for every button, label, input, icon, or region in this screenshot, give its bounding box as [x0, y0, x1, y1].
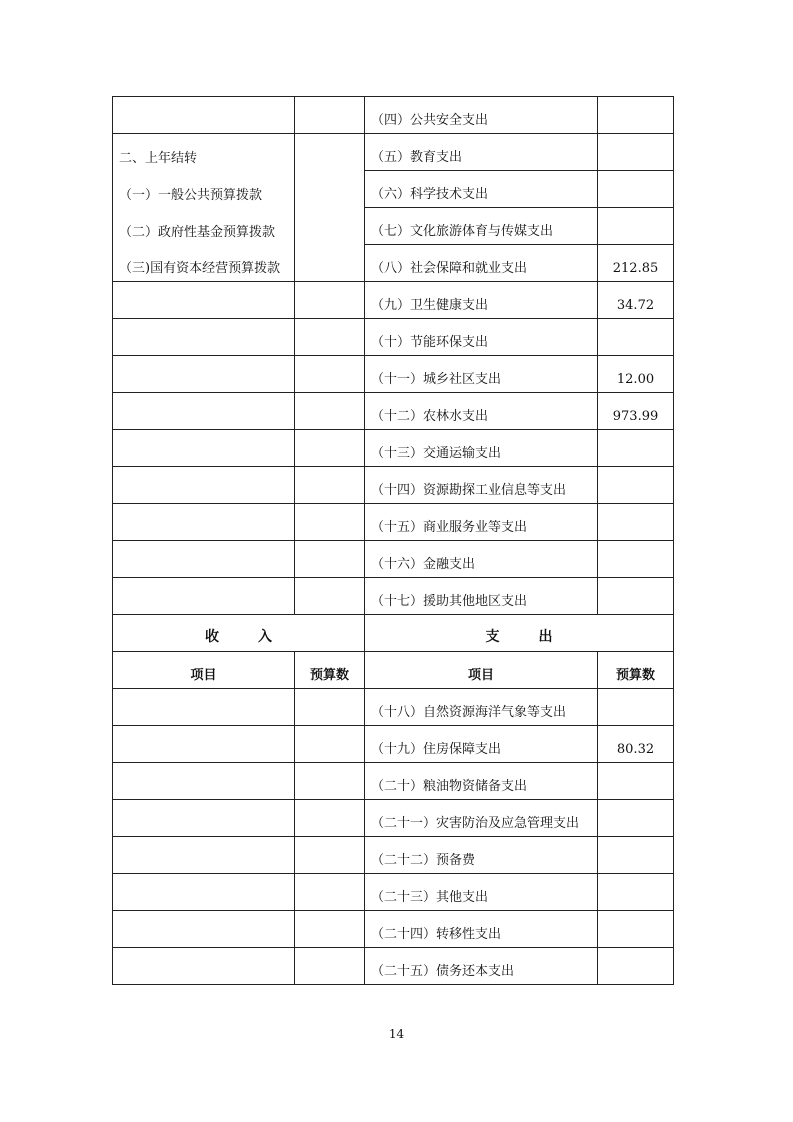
expense-item-cell: （二十一）灾害防治及应急管理支出	[365, 800, 598, 837]
table-row	[113, 948, 674, 985]
income-amount-cell	[295, 134, 365, 171]
budget-table	[112, 96, 674, 985]
income-amount-cell	[295, 245, 365, 282]
table-row	[113, 541, 674, 578]
expense-item-header: 项目	[365, 652, 598, 689]
expense-item-cell: （十四）资源勘探工业信息等支出	[365, 467, 598, 504]
expense-item-cell: （十三）交通运输支出	[365, 430, 598, 467]
income-item-cell: （一）一般公共预算拨款	[113, 171, 295, 208]
income-amount-cell	[295, 726, 365, 763]
table-row	[113, 245, 674, 282]
expense-item-cell: （六）科学技术支出	[365, 171, 598, 208]
table-headers	[113, 615, 674, 689]
table-row	[113, 208, 674, 245]
income-item-cell: （三)国有资本经营预算拨款	[113, 245, 295, 282]
expense-item-cell: （七）文化旅游体育与传媒支出	[365, 208, 598, 245]
section-header-row	[113, 615, 674, 652]
income-item-cell	[113, 504, 295, 541]
expense-amount-cell	[598, 948, 674, 985]
income-amount-cell	[295, 430, 365, 467]
income-amount-cell	[295, 504, 365, 541]
expense-amount-cell	[598, 689, 674, 726]
expense-section-header: 支 出	[365, 615, 674, 652]
table-row	[113, 504, 674, 541]
expense-amount-cell	[598, 319, 674, 356]
income-amount-cell	[295, 356, 365, 393]
income-item-cell	[113, 393, 295, 430]
expense-amount-cell	[598, 97, 674, 134]
expense-amount-cell: 12.00	[598, 356, 674, 393]
income-amount-cell	[295, 541, 365, 578]
income-section-header: 收 入	[113, 615, 365, 652]
expense-amount-cell	[598, 578, 674, 615]
income-amount-header: 预算数	[295, 652, 365, 689]
income-amount-cell	[295, 763, 365, 800]
income-item-cell	[113, 541, 295, 578]
expense-amount-cell: 973.99	[598, 393, 674, 430]
expense-item-cell: （十六）金融支出	[365, 541, 598, 578]
income-item-cell: 二、上年结转	[113, 134, 295, 171]
column-header-row	[113, 652, 674, 689]
lower-table-body	[113, 689, 674, 985]
expense-amount-cell	[598, 541, 674, 578]
expense-item-cell: （十五）商业服务业等支出	[365, 504, 598, 541]
expense-amount-cell	[598, 134, 674, 171]
expense-item-cell: （二十二）预备费	[365, 837, 598, 874]
table-row	[113, 134, 674, 171]
income-amount-cell	[295, 948, 365, 985]
income-amount-cell	[295, 171, 365, 208]
income-amount-cell	[295, 319, 365, 356]
table-row	[113, 726, 674, 763]
expense-item-cell: （十八）自然资源海洋气象等支出	[365, 689, 598, 726]
table-row	[113, 97, 674, 134]
expense-item-cell: （十）节能环保支出	[365, 319, 598, 356]
income-item-cell	[113, 911, 295, 948]
upper-table-body	[113, 97, 674, 615]
income-amount-cell	[295, 911, 365, 948]
income-amount-cell	[295, 393, 365, 430]
expense-amount-header: 预算数	[598, 652, 674, 689]
expense-item-cell: （二十三）其他支出	[365, 874, 598, 911]
table-row	[113, 578, 674, 615]
income-item-cell	[113, 874, 295, 911]
expense-amount-cell	[598, 208, 674, 245]
expense-item-cell: （十二）农林水支出	[365, 393, 598, 430]
expense-amount-cell	[598, 430, 674, 467]
income-item-cell	[113, 837, 295, 874]
expense-item-cell: （二十四）转移性支出	[365, 911, 598, 948]
expense-item-cell: （十一）城乡社区支出	[365, 356, 598, 393]
income-amount-cell	[295, 97, 365, 134]
income-amount-cell	[295, 874, 365, 911]
income-item-cell	[113, 282, 295, 319]
table-row	[113, 467, 674, 504]
expense-amount-cell: 34.72	[598, 282, 674, 319]
income-item-cell	[113, 800, 295, 837]
income-amount-cell	[295, 208, 365, 245]
income-item-cell	[113, 97, 295, 134]
expense-amount-cell	[598, 837, 674, 874]
table-row	[113, 837, 674, 874]
expense-item-cell: （四）公共安全支出	[365, 97, 598, 134]
table-row	[113, 763, 674, 800]
expense-item-cell: （十九）住房保障支出	[365, 726, 598, 763]
expense-amount-cell	[598, 800, 674, 837]
income-item-cell	[113, 578, 295, 615]
table-row	[113, 800, 674, 837]
income-item-cell	[113, 948, 295, 985]
income-item-cell	[113, 467, 295, 504]
table-row	[113, 393, 674, 430]
table-row	[113, 171, 674, 208]
expense-amount-cell	[598, 467, 674, 504]
income-item-header: 项目	[113, 652, 295, 689]
table-row	[113, 874, 674, 911]
income-item-cell	[113, 726, 295, 763]
expense-amount-cell	[598, 911, 674, 948]
expense-amount-cell	[598, 874, 674, 911]
income-item-cell: （二）政府性基金预算拨款	[113, 208, 295, 245]
expense-amount-cell	[598, 504, 674, 541]
expense-amount-cell	[598, 171, 674, 208]
income-amount-cell	[295, 282, 365, 319]
table-row	[113, 689, 674, 726]
expense-amount-cell	[598, 763, 674, 800]
income-amount-cell	[295, 800, 365, 837]
expense-item-cell: （五）教育支出	[365, 134, 598, 171]
expense-item-cell: （八）社会保障和就业支出	[365, 245, 598, 282]
expense-item-cell: （二十）粮油物资储备支出	[365, 763, 598, 800]
income-amount-cell	[295, 837, 365, 874]
expense-item-cell: （九）卫生健康支出	[365, 282, 598, 319]
income-amount-cell	[295, 689, 365, 726]
expense-item-cell: （十七）援助其他地区支出	[365, 578, 598, 615]
expense-amount-cell: 80.32	[598, 726, 674, 763]
income-item-cell	[113, 689, 295, 726]
income-item-cell	[113, 356, 295, 393]
income-amount-cell	[295, 467, 365, 504]
table-row	[113, 319, 674, 356]
table-row	[113, 911, 674, 948]
table-row	[113, 282, 674, 319]
income-item-cell	[113, 763, 295, 800]
income-item-cell	[113, 430, 295, 467]
expense-item-cell: （二十五）债务还本支出	[365, 948, 598, 985]
expense-amount-cell: 212.85	[598, 245, 674, 282]
income-amount-cell	[295, 578, 365, 615]
income-item-cell	[113, 319, 295, 356]
table-row	[113, 356, 674, 393]
page-number: 14	[388, 1027, 405, 1041]
table-row	[113, 430, 674, 467]
